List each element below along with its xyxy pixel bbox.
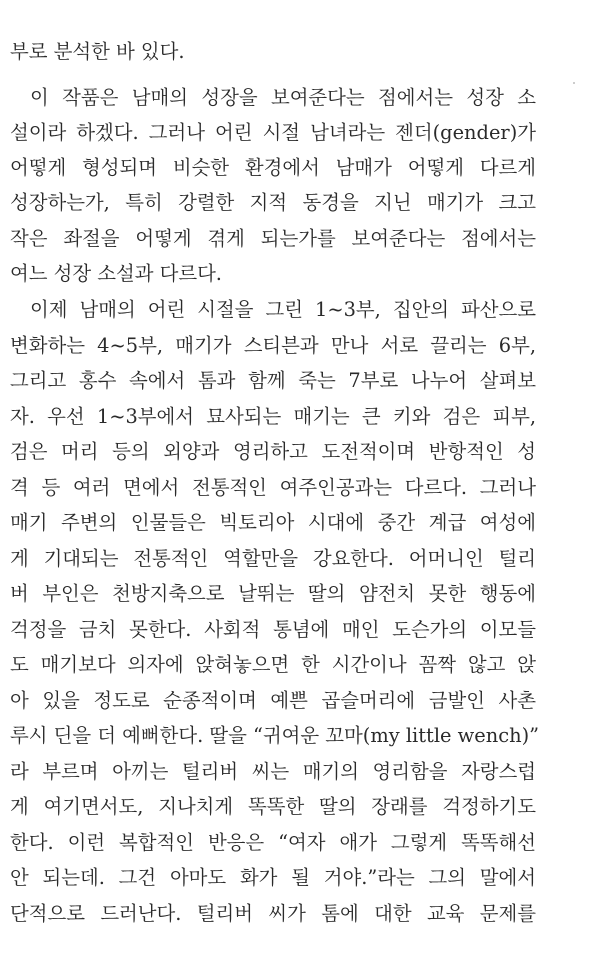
paragraph-start-line: 이제 남매의 어린 시절을 그린 1~3부, 집안의 파산으로 bbox=[30, 298, 536, 321]
text-line: 버 부인은 천방지축으로 날뛰는 딸의 얌전치 못한 행동에 bbox=[10, 582, 536, 605]
text-line: 자. 우선 1~3부에서 묘사되는 매기는 큰 키와 검은 피부, bbox=[10, 405, 536, 428]
text-line: 그리고 홍수 속에서 톰과 함께 죽는 7부로 나누어 살펴보 bbox=[10, 369, 536, 392]
text-line: 단적으로 드러난다. 털리버 씨가 톰에 대한 교육 문제를 bbox=[10, 902, 536, 925]
text-line: 게 여기면서도, 지나치게 똑똑한 딸의 장래를 걱정하기도 bbox=[10, 795, 536, 818]
text-line: 안 되는데. 그건 아마도 화가 될 거야.”라는 그의 말에서 bbox=[10, 866, 536, 889]
text-line: 라 부르며 아끼는 털리버 씨는 매기의 영리함을 자랑스럽 bbox=[10, 760, 536, 783]
text-line: 부로 분석한 바 있다. bbox=[10, 40, 185, 63]
text-line: 성장하는가, 특히 강렬한 지적 동경을 지닌 매기가 크고 bbox=[10, 191, 536, 214]
text-line: 변화하는 4~5부, 매기가 스티븐과 만나 서로 끌리는 6부, bbox=[10, 334, 536, 357]
text-line: 작은 좌절을 어떻게 겪게 되는가를 보여준다는 점에서는 bbox=[10, 227, 536, 250]
paragraph-start-line: 이 작품은 남매의 성장을 보여준다는 점에서는 성장 소 bbox=[30, 86, 536, 109]
text-line: 아 있을 정도로 순종적이며 예쁜 곱슬머리에 금발인 사촌 bbox=[10, 689, 536, 712]
text-line: 게 기대되는 전통적인 역할만을 강요한다. 어머니인 털리 bbox=[10, 547, 536, 570]
text-line: 걱정을 금치 못한다. 사회적 통념에 매인 도슨가의 이모들 bbox=[10, 618, 536, 641]
text-line: 어떻게 형성되며 비슷한 환경에서 남매가 어떻게 다르게 bbox=[10, 156, 536, 179]
text-line: 설이라 하겠다. 그러나 어린 시절 남녀라는 젠더(gender)가 bbox=[10, 121, 536, 144]
text-line: 도 매기보다 의자에 앉혀놓으면 한 시간이나 꼼짝 않고 앉 bbox=[10, 653, 536, 676]
text-line: 매기 주변의 인물들은 빅토리아 시대에 중간 계급 여성에 bbox=[10, 511, 536, 534]
text-line: 한다. 이런 복합적인 반응은 “여자 애가 그렇게 똑똑해선 bbox=[10, 831, 536, 854]
text-line: 격 등 여러 면에서 전통적인 여주인공과는 다르다. 그러나 bbox=[10, 476, 536, 499]
text-line: 여느 성장 소설과 다르다. bbox=[10, 262, 222, 285]
text-line: 검은 머리 등의 외양과 영리하고 도전적이며 반항적인 성 bbox=[10, 440, 536, 463]
scan-speck bbox=[573, 82, 575, 84]
text-line: 루시 딘을 더 예뻐한다. 딸을 “귀여운 꼬마(my little wench)” bbox=[10, 724, 540, 747]
